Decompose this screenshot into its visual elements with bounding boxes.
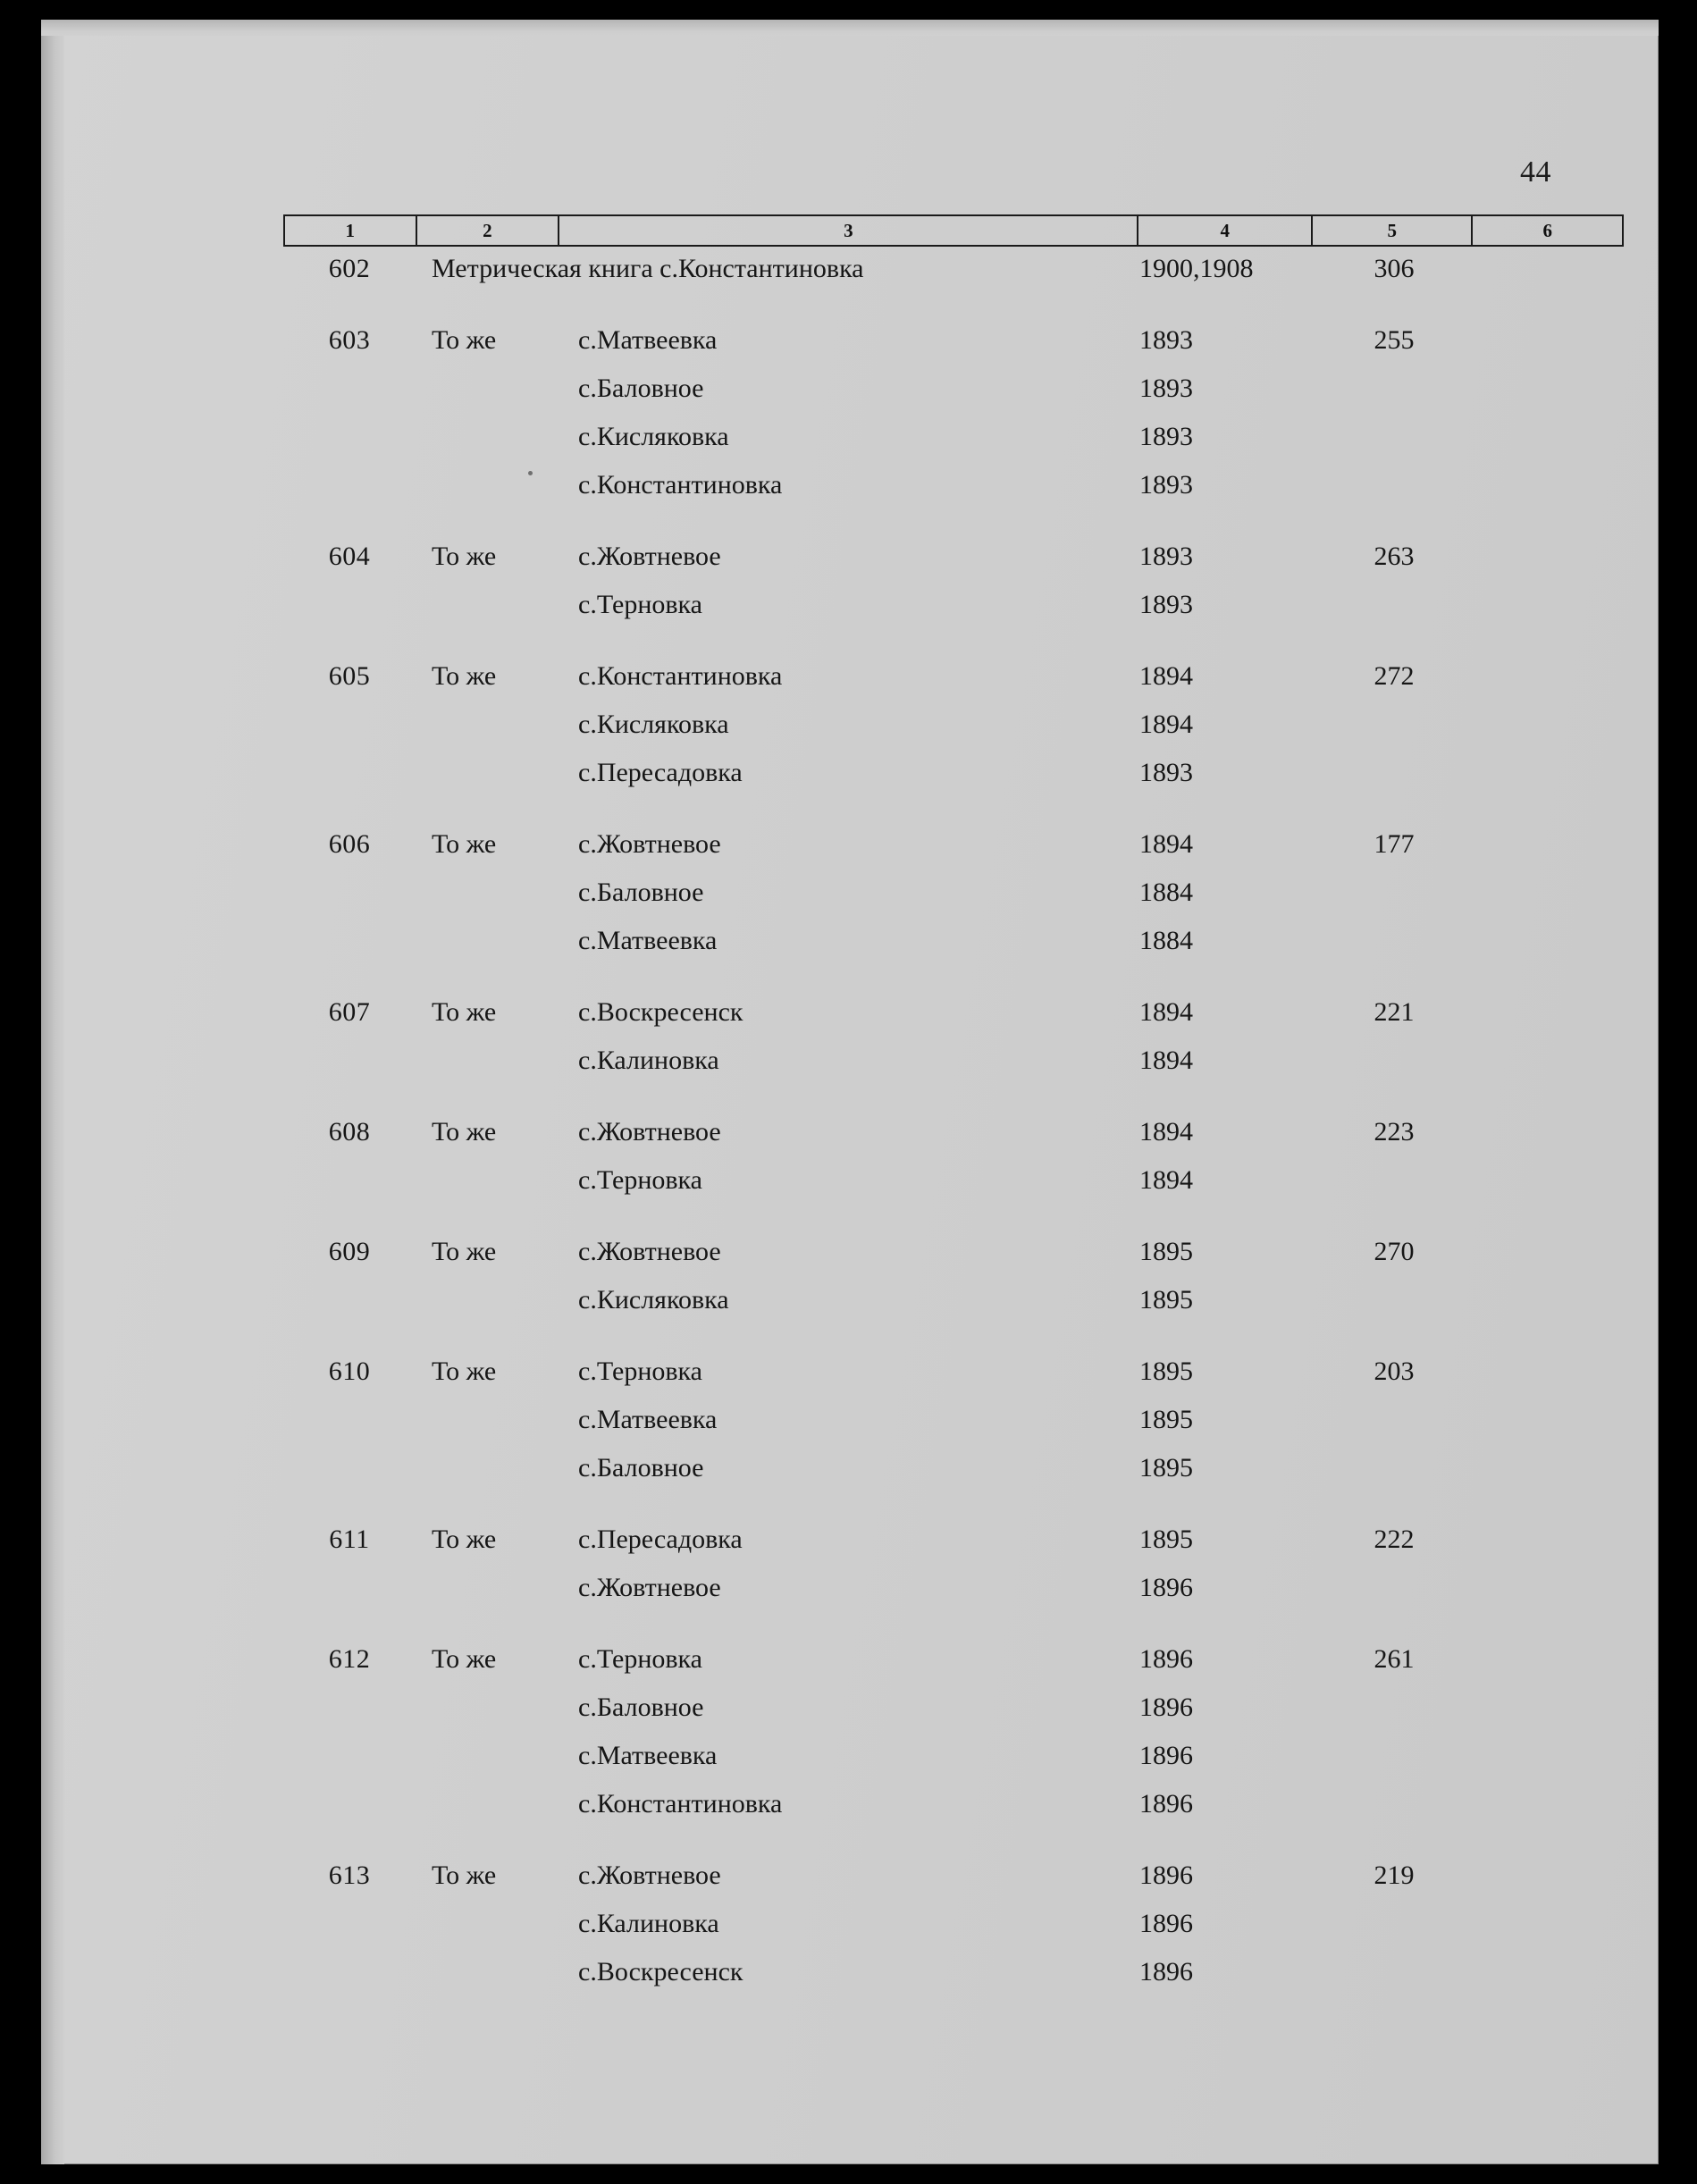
table-entry-group	[283, 1644, 1624, 1837]
entry-place: с.Жовтневое	[578, 1573, 721, 1602]
table-row	[283, 997, 1624, 1046]
entry-year: 1900,1908	[1139, 254, 1254, 283]
entry-year: 1896	[1139, 1789, 1193, 1819]
entry-year: 1896	[1139, 1693, 1193, 1722]
entry-year: 1895	[1139, 1237, 1193, 1266]
entry-place: с.Баловное	[578, 878, 704, 907]
entry-id: 613	[328, 1861, 371, 1890]
table-entry-group	[283, 1525, 1624, 1621]
table-row	[283, 710, 1624, 758]
entry-place: с.Жовтневое	[578, 1117, 721, 1147]
entry-place: с.Жовтневое	[578, 1237, 721, 1266]
column-header-5: 5	[1313, 216, 1474, 245]
table-row	[283, 1285, 1624, 1333]
table-entry-group	[283, 325, 1624, 518]
entry-place: с.Матвеевка	[578, 325, 718, 355]
table-row	[283, 1693, 1624, 1741]
table-row	[283, 1644, 1624, 1693]
table-column-header	[283, 214, 1624, 247]
entry-year: 1893	[1139, 758, 1193, 787]
table-row	[283, 1165, 1624, 1214]
table-row	[283, 1789, 1624, 1837]
entry-year: 1894	[1139, 661, 1193, 691]
page-number: 44	[1520, 155, 1551, 189]
entry-year: 1893	[1139, 590, 1193, 619]
entry-title: То же	[432, 542, 497, 571]
entry-year: 1896	[1139, 1909, 1193, 1938]
entry-id: 612	[328, 1644, 371, 1674]
entry-year: 1896	[1139, 1957, 1193, 1987]
table-row	[283, 1405, 1624, 1453]
table-entry-group	[283, 1861, 1624, 2005]
entry-title: То же	[432, 1644, 497, 1674]
table-row	[283, 1357, 1624, 1405]
entry-year: 1893	[1139, 542, 1193, 571]
entry-year: 1896	[1139, 1741, 1193, 1770]
table-row	[283, 926, 1624, 974]
entry-place: с.Константиновка	[578, 1789, 783, 1819]
table-row	[283, 542, 1624, 590]
table-entry-group	[283, 1237, 1624, 1333]
entry-count: 221	[1374, 997, 1415, 1027]
entry-count: 177	[1374, 829, 1415, 859]
entry-year: 1894	[1139, 1165, 1193, 1195]
entry-place: с.Баловное	[578, 1693, 704, 1722]
entry-year: 1893	[1139, 422, 1193, 451]
entry-count: 272	[1374, 661, 1415, 691]
entry-title: То же	[432, 1357, 497, 1386]
entry-count: 223	[1374, 1117, 1415, 1147]
table-row	[283, 422, 1624, 470]
entry-place: с.Пересадовка	[578, 758, 743, 787]
table-entry-group	[283, 1117, 1624, 1214]
entry-title: То же	[432, 1237, 497, 1266]
table-row	[283, 829, 1624, 878]
table-row	[283, 1117, 1624, 1165]
entry-year: 1895	[1139, 1405, 1193, 1434]
table-entry-group	[283, 829, 1624, 974]
entry-year: 1895	[1139, 1453, 1193, 1483]
table-entry-group	[283, 997, 1624, 1094]
table-entry-group	[283, 254, 1624, 302]
entry-place: с.Баловное	[578, 374, 704, 403]
entry-place: с.Баловное	[578, 1453, 704, 1483]
table-row	[283, 1237, 1624, 1285]
entry-count: 261	[1374, 1644, 1415, 1674]
entry-id: 602	[328, 254, 371, 283]
entry-year: 1894	[1139, 710, 1193, 739]
entry-id: 607	[328, 997, 371, 1027]
entry-place: с.Константиновка	[578, 661, 783, 691]
entry-id: 609	[328, 1237, 371, 1266]
entry-title: То же	[432, 1861, 497, 1890]
entry-place: с.Воскресенск	[578, 1957, 743, 1987]
entry-year: 1884	[1139, 926, 1193, 955]
entry-count: 203	[1374, 1357, 1415, 1386]
table-row	[283, 1046, 1624, 1094]
column-header-4: 4	[1138, 216, 1312, 245]
entry-title: То же	[432, 661, 497, 691]
table-row	[283, 1573, 1624, 1621]
entry-title: Метрическая книга с.Константиновка	[432, 254, 864, 283]
entry-count: 306	[1374, 254, 1415, 283]
entry-year: 1884	[1139, 878, 1193, 907]
table-row	[283, 325, 1624, 374]
table-row	[283, 1453, 1624, 1501]
entry-title: То же	[432, 325, 497, 355]
entry-count: 255	[1374, 325, 1415, 355]
table-row	[283, 1861, 1624, 1909]
table-row	[283, 470, 1624, 518]
entry-count: 222	[1374, 1525, 1415, 1554]
entry-id: 610	[328, 1357, 371, 1386]
entry-id: 605	[328, 661, 371, 691]
table-row	[283, 1957, 1624, 2005]
entry-year: 1894	[1139, 829, 1193, 859]
entry-year: 1895	[1139, 1357, 1193, 1386]
entry-place: с.Матвеевка	[578, 1405, 718, 1434]
entry-id: 611	[329, 1525, 370, 1554]
entry-year: 1893	[1139, 325, 1193, 355]
entry-id: 604	[328, 542, 371, 571]
entry-place: с.Матвеевка	[578, 926, 718, 955]
entry-year: 1894	[1139, 997, 1193, 1027]
entry-place: с.Кисляковка	[578, 710, 729, 739]
table-row	[283, 254, 1624, 302]
entry-place: с.Кисляковка	[578, 422, 729, 451]
table-row	[283, 374, 1624, 422]
entry-year: 1896	[1139, 1573, 1193, 1602]
table-row	[283, 661, 1624, 710]
entry-title: То же	[432, 829, 497, 859]
entry-place: с.Калиновка	[578, 1046, 719, 1075]
entry-id: 603	[328, 325, 371, 355]
entry-year: 1894	[1139, 1046, 1193, 1075]
table-row	[283, 878, 1624, 926]
entry-place: с.Жовтневое	[578, 829, 721, 859]
entry-count: 219	[1374, 1861, 1415, 1890]
entry-year: 1896	[1139, 1644, 1193, 1674]
entry-year: 1895	[1139, 1525, 1193, 1554]
table-row	[283, 1741, 1624, 1789]
entry-place: с.Терновка	[578, 1357, 702, 1386]
page-content	[41, 20, 1659, 2164]
table-row	[283, 590, 1624, 638]
table-entry-group	[283, 661, 1624, 806]
column-header-2: 2	[417, 216, 560, 245]
entry-year: 1895	[1139, 1285, 1193, 1315]
entry-title: То же	[432, 1117, 497, 1147]
column-header-1: 1	[285, 216, 417, 245]
entry-year: 1896	[1139, 1861, 1193, 1890]
table-row	[283, 758, 1624, 806]
table-row	[283, 1909, 1624, 1957]
entry-year: 1893	[1139, 470, 1193, 500]
entry-title: То же	[432, 1525, 497, 1554]
entry-place: с.Кисляковка	[578, 1285, 729, 1315]
entry-place: с.Терновка	[578, 1644, 702, 1674]
table-body	[283, 254, 1624, 2029]
entry-place: с.Жовтневое	[578, 542, 721, 571]
entry-place: с.Пересадовка	[578, 1525, 743, 1554]
entry-place: с.Терновка	[578, 1165, 702, 1195]
column-header-6: 6	[1542, 219, 1552, 241]
column-header-3: 3	[559, 216, 1138, 245]
entry-place: с.Жовтневое	[578, 1861, 721, 1890]
entry-id: 608	[328, 1117, 371, 1147]
entry-place: с.Терновка	[578, 590, 702, 619]
entry-title: То же	[432, 997, 497, 1027]
scanned-page	[41, 20, 1659, 2164]
entry-place: с.Матвеевка	[578, 1741, 718, 1770]
entry-place: с.Константиновка	[578, 470, 783, 500]
table-entry-group	[283, 542, 1624, 638]
entry-year: 1893	[1139, 374, 1193, 403]
entry-year: 1894	[1139, 1117, 1193, 1147]
table-entry-group	[283, 1357, 1624, 1501]
entry-count: 263	[1374, 542, 1415, 571]
entry-place: с.Калиновка	[578, 1909, 719, 1938]
entry-place: с.Воскресенск	[578, 997, 743, 1027]
table-row	[283, 1525, 1624, 1573]
entry-id: 606	[328, 829, 371, 859]
entry-count: 270	[1374, 1237, 1415, 1266]
